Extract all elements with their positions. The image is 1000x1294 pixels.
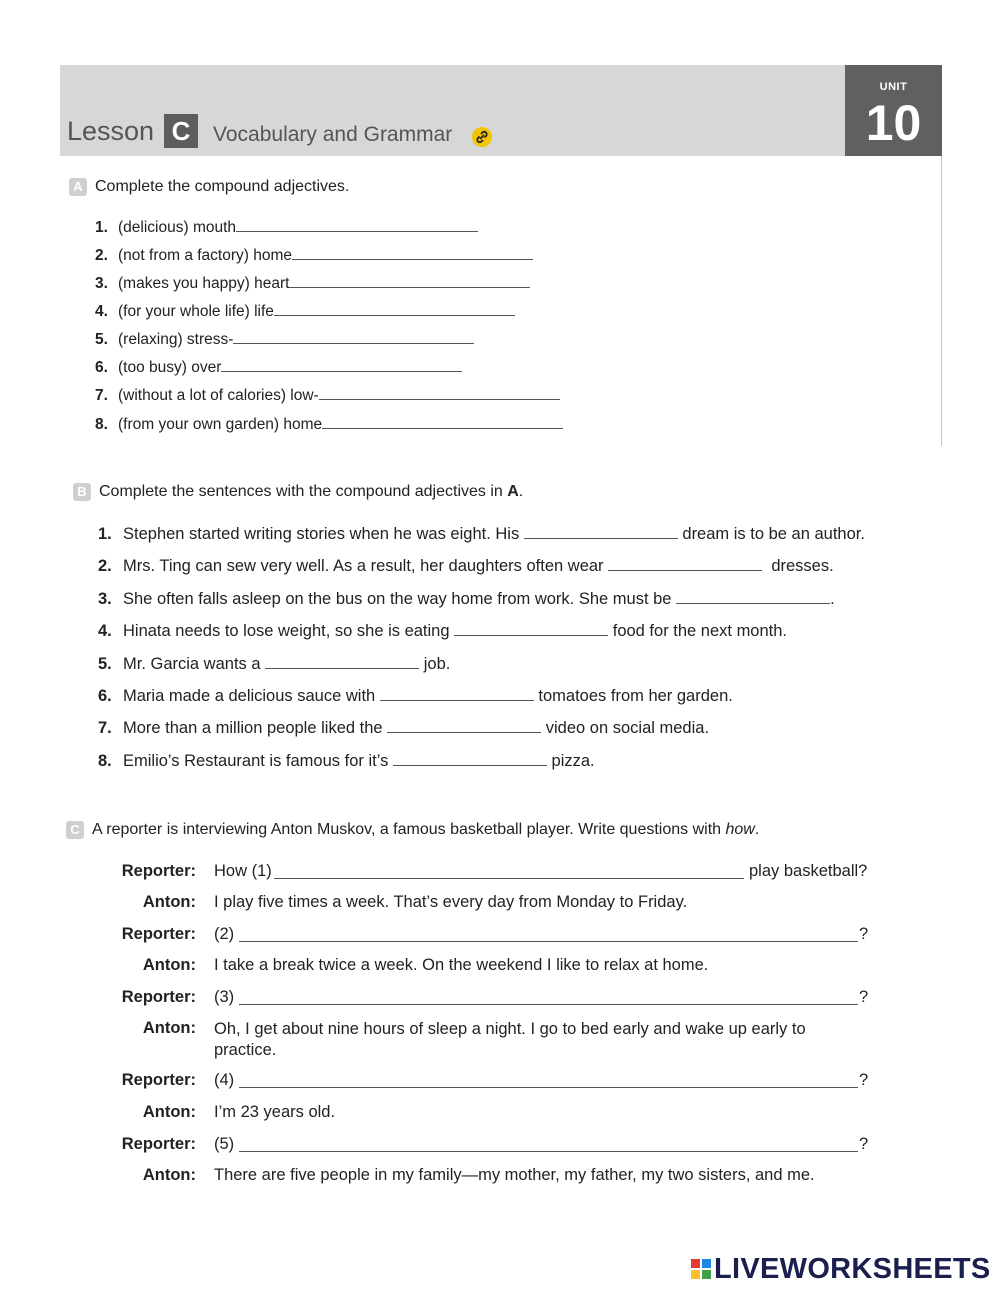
liveworksheets-logo[interactable]: [690, 1254, 991, 1284]
question-blank[interactable]: [274, 878, 744, 879]
answer-blank[interactable]: [454, 623, 608, 636]
section-b-item-8: 8. Emilio’s Restaurant is famous for it’s pizza.: [98, 752, 595, 770]
link-icon[interactable]: [472, 127, 492, 147]
unit-badge: [845, 65, 942, 156]
dialogue-text-end: play basketball?: [749, 862, 868, 880]
section-b-item-2: 2. Mrs. Ting can sew very well. As a result, her daughters often wear dresses.: [98, 557, 834, 575]
section-b-item-5: 5. Mr. Garcia wants a job.: [98, 655, 451, 673]
section-a-item-5: 5. (relaxing) stress-: [95, 331, 474, 349]
section-b-item-6: 6. Maria made a delicious sauce with tomatoes from her garden.: [98, 687, 733, 705]
answer-blank[interactable]: [608, 558, 762, 571]
section-a-item-6: 6. (too busy) over: [95, 359, 462, 377]
answer-blank[interactable]: [289, 275, 530, 288]
logo-square: [690, 1258, 701, 1269]
section-a-item-8: 8. (from your own garden) home: [95, 416, 563, 434]
answer-blank[interactable]: [319, 387, 560, 400]
dialogue-text: (5): [214, 1135, 235, 1153]
chain-link-icon: [472, 127, 492, 147]
answer-blank[interactable]: [387, 720, 541, 733]
answer-blank[interactable]: [221, 359, 462, 372]
logo-square: [690, 1269, 701, 1280]
dialogue-speaker: Reporter:: [121, 925, 196, 943]
question-mark: ?: [859, 1071, 869, 1089]
lesson-letter: C: [164, 114, 198, 148]
section-c-instruction: A reporter is interviewing Anton Muskov, a famous basketball player. Write questions with how.: [92, 821, 760, 838]
question-blank[interactable]: [239, 1087, 858, 1088]
answer-blank[interactable]: [380, 688, 534, 701]
logo-text: LIVEWORKSHEETS: [714, 1252, 991, 1285]
dialogue-text: (3): [214, 988, 235, 1006]
logo-square: [701, 1258, 712, 1269]
dialogue-text: How (1): [214, 862, 272, 880]
section-a-instruction: Complete the compound adjectives.: [95, 178, 350, 195]
answer-blank[interactable]: [322, 416, 563, 429]
logo-square: [701, 1269, 712, 1280]
answer-blank[interactable]: [265, 656, 419, 669]
answer-blank[interactable]: [274, 303, 515, 316]
section-b-item-7: 7. More than a million people liked the video on social media.: [98, 719, 710, 737]
dialogue-speaker: Anton:: [142, 1166, 196, 1184]
dialogue-speaker: Anton:: [142, 956, 196, 974]
dialogue-text: Oh, I get about nine hours of sleep a night. I go to bed early and wake up early to practice.: [214, 1020, 806, 1059]
question-mark: ?: [859, 1135, 869, 1153]
section-a-item-4: 4. (for your whole life) life: [95, 303, 515, 321]
dialogue-speaker: Anton:: [142, 1019, 196, 1037]
dialogue-speaker: Reporter:: [121, 1135, 196, 1153]
question-mark: ?: [859, 988, 869, 1006]
dialogue-text: I take a break twice a week. On the weekend I like to relax at home.: [214, 956, 709, 974]
section-a-item-3: 3. (makes you happy) heart: [95, 275, 530, 293]
section-a-item-1: 1. (delicious) mouth: [95, 219, 478, 237]
dialogue-speaker: Anton:: [142, 893, 196, 911]
answer-blank[interactable]: [236, 219, 478, 232]
question-blank[interactable]: [239, 1004, 858, 1005]
section-b-instruction: Complete the sentences with the compound adjectives in A.: [99, 483, 524, 500]
section-c-badge: C: [66, 821, 84, 839]
section-b-item-1: 1. Stephen started writing stories when he was eight. His dream is to be an author.: [98, 525, 865, 543]
section-a-badge: A: [69, 178, 87, 196]
section-b-badge: B: [73, 483, 91, 501]
dialogue-text: I play five times a week. That’s every day from Monday to Friday.: [214, 893, 688, 911]
answer-blank[interactable]: [393, 753, 547, 766]
dialogue-text: I’m 23 years old.: [214, 1103, 336, 1121]
answer-blank[interactable]: [676, 591, 830, 604]
section-b-item-4: 4. Hinata needs to lose weight, so she is eating food for the next month.: [98, 622, 788, 640]
dialogue-text: (4): [214, 1071, 235, 1089]
section-b-item-3: 3. She often falls asleep on the bus on the way home from work. She must be .: [98, 590, 835, 608]
question-mark: ?: [859, 925, 869, 943]
question-blank[interactable]: [239, 941, 858, 942]
lesson-label: Lesson: [67, 116, 155, 146]
answer-blank[interactable]: [292, 247, 533, 260]
dialogue-text: (2): [214, 925, 235, 943]
unit-number: 10: [865, 95, 922, 151]
answer-blank[interactable]: [233, 331, 474, 344]
answer-blank[interactable]: [524, 526, 678, 539]
question-blank[interactable]: [239, 1151, 858, 1152]
dialogue-speaker: Anton:: [142, 1103, 196, 1121]
dialogue-speaker: Reporter:: [121, 1071, 196, 1089]
dialogue-speaker: Reporter:: [121, 988, 196, 1006]
section-a-item-7: 7. (without a lot of calories) low-: [95, 387, 560, 405]
page-edge-divider: [941, 156, 942, 446]
dialogue-text: There are five people in my family—my mother, my father, my two sisters, and me.: [214, 1166, 815, 1184]
logo-squares-icon: [690, 1258, 712, 1280]
dialogue-speaker: Reporter:: [121, 862, 196, 880]
section-a-item-2: 2. (not from a factory) home: [95, 247, 533, 265]
unit-label: UNIT: [879, 81, 908, 93]
lesson-title: Vocabulary and Grammar: [213, 123, 453, 146]
